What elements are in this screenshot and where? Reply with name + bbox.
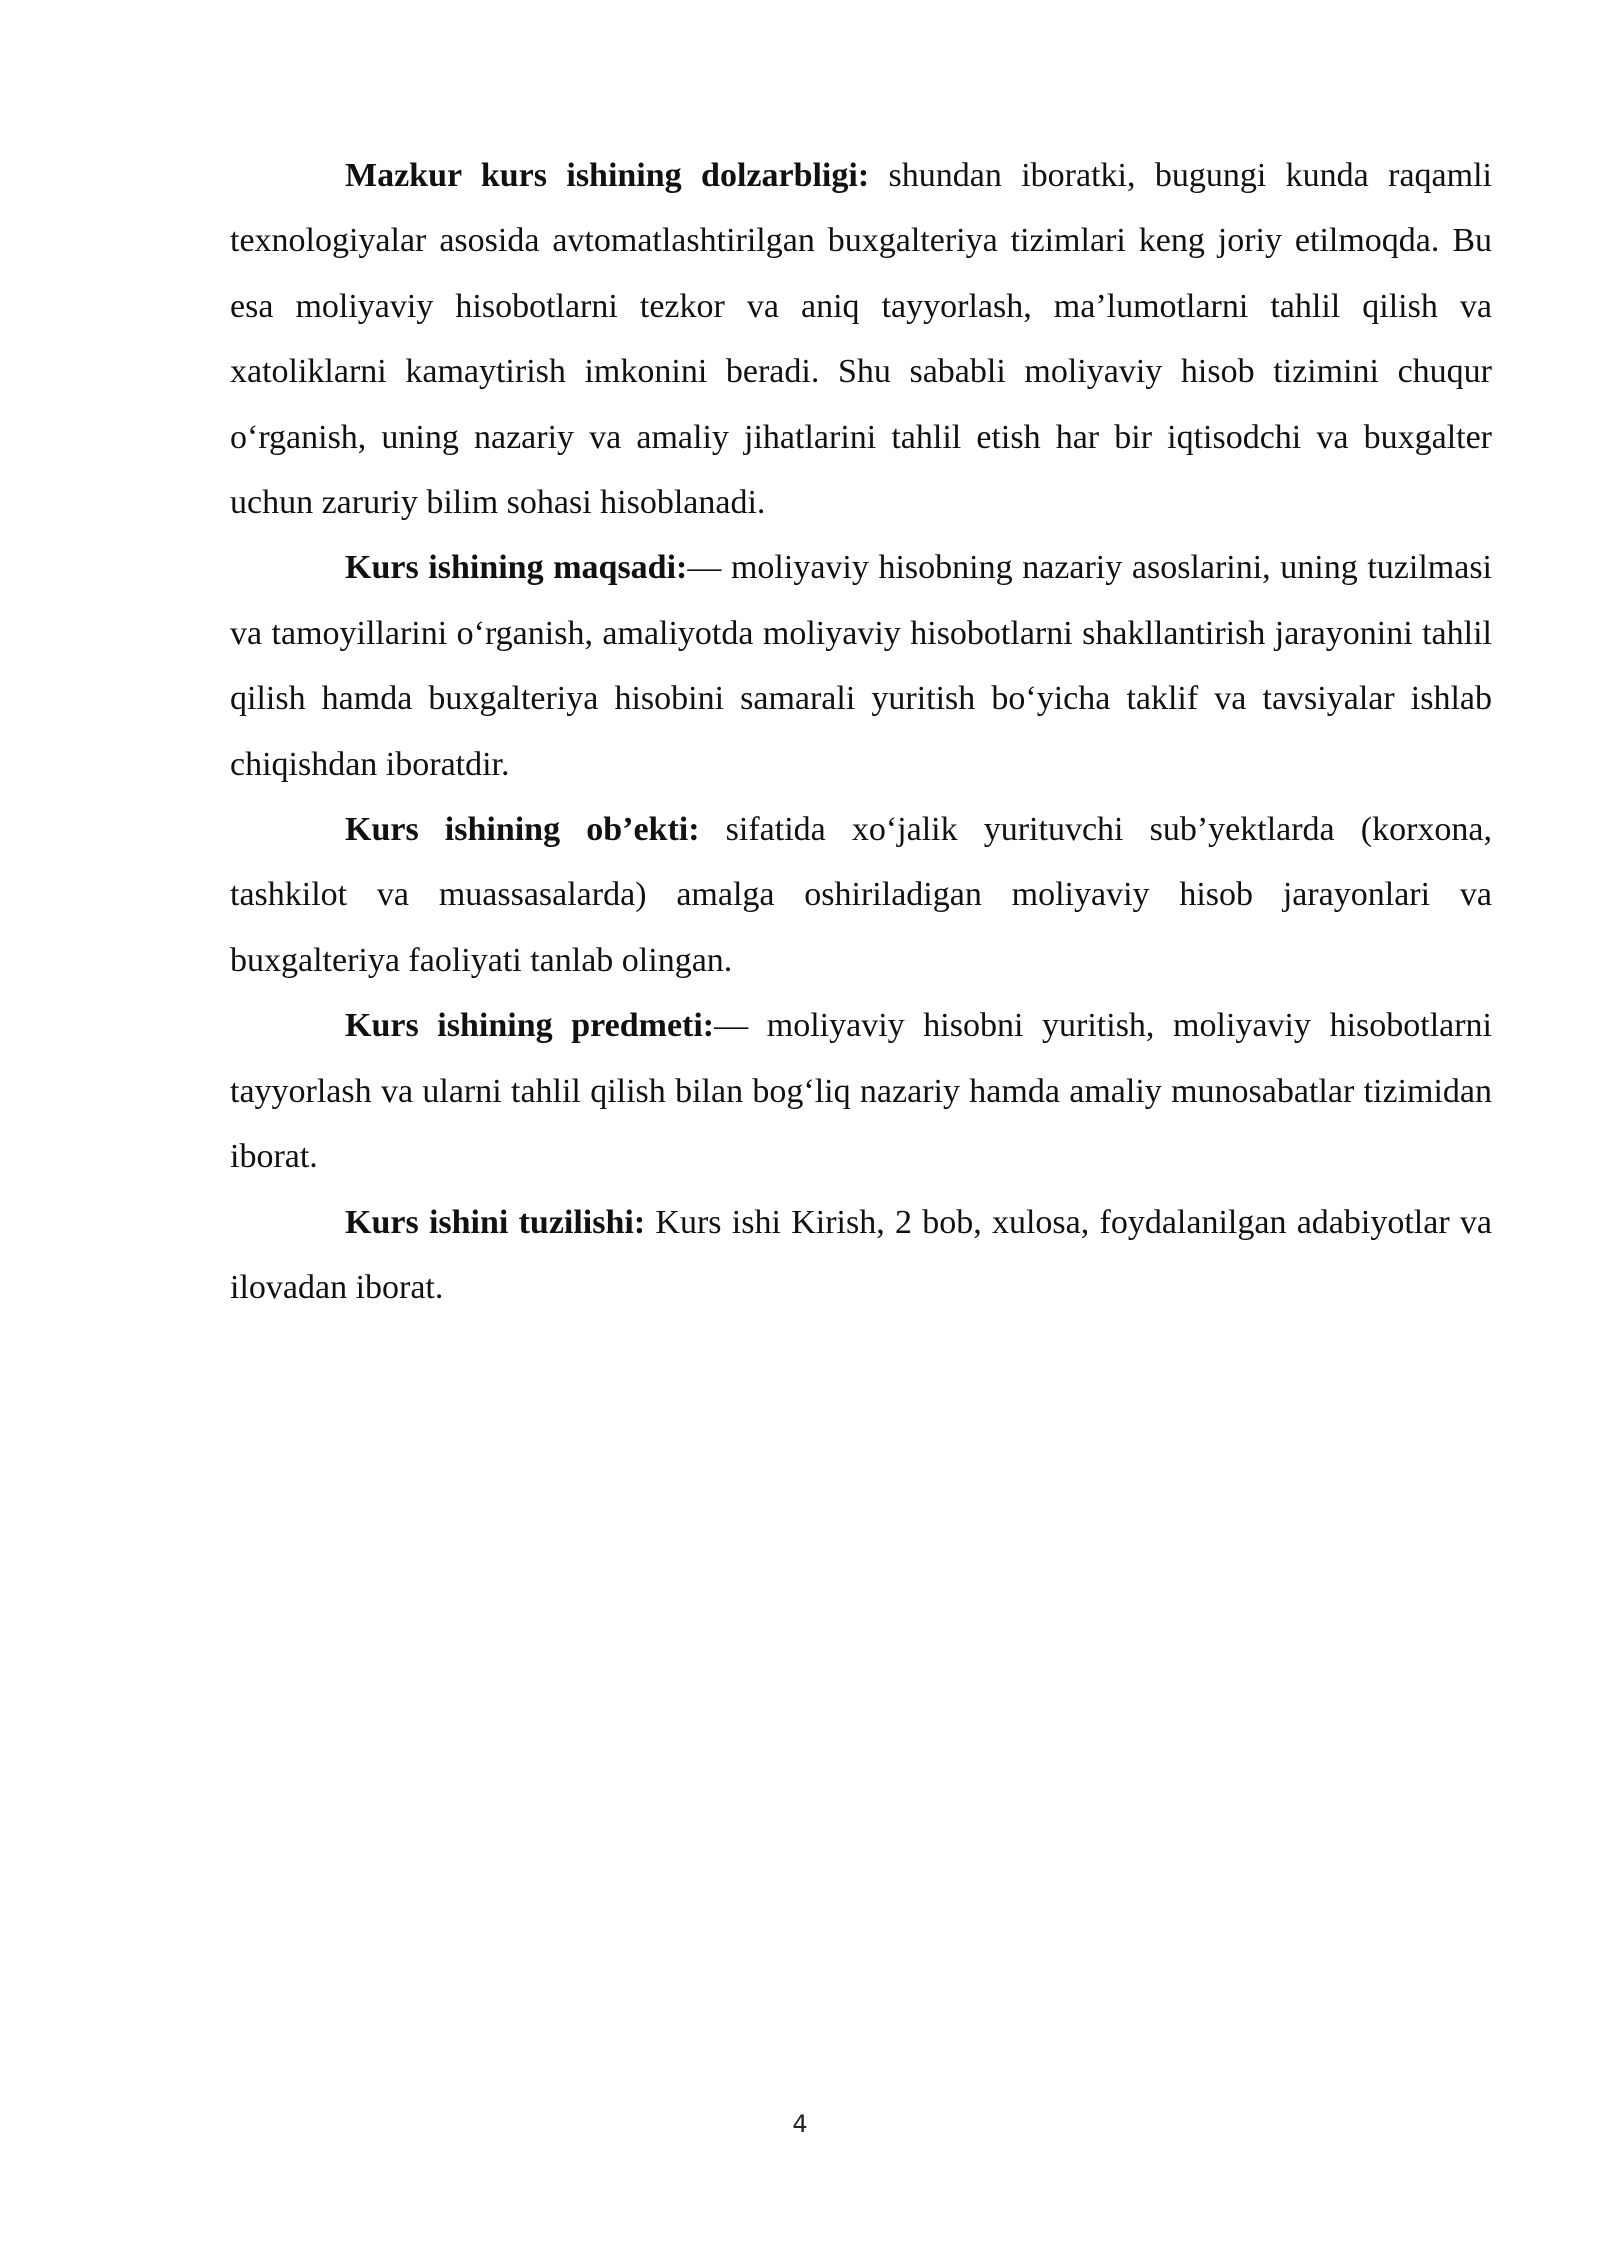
- paragraph-heading: Kurs ishining predmeti:: [345, 1007, 715, 1045]
- paragraph-heading: Kurs ishining ob’ekti:: [345, 811, 700, 849]
- paragraph-heading: Mazkur kurs ishining dolzarbligi:: [345, 157, 870, 194]
- paragraph-goal: [230, 535, 1492, 797]
- paragraph-text: — moliyaviy hisobning nazariy asoslarini, uning tuzilmasi va tamoyillarini o‘rganish, amaliyotda moliyaviy hisobotlarni shakllantirish jarayonini tahlil qilish hamda buxgalteriya hisobini samarali yuritish bo‘yicha taklif va tavsiyalar ishlab chiqishdan iboratdir.: [230, 549, 1492, 783]
- paragraph-heading: Kurs ishini tuzilishi:: [345, 1203, 646, 1241]
- paragraph-relevance: [230, 143, 1492, 535]
- paragraph-subject: [230, 993, 1492, 1189]
- paragraph-text: — moliyaviy hisobni yuritish, moliyaviy hisobotlarni tayyorlash va ularni tahlil qilish bilan bog‘liq nazariy hamda amaliy munosabatlar tizimidan iborat.: [230, 1007, 1492, 1176]
- paragraph-text: Kurs ishi Kirish, 2 bob, xulosa, foydalanilgan adabiyotlar va ilovadan iborat.: [230, 1203, 1492, 1306]
- paragraph-text: sifatida xo‘jalik yurituvchi sub’yektlarda (korxona, tashkilot va muassasalarda) amalga oshiriladigan moliyaviy hisob jarayonlari va buxgalteriya faoliyati tanlab olingan.: [230, 811, 1492, 979]
- paragraph-object: [230, 797, 1492, 993]
- paragraph-heading: Kurs ishining maqsadi:: [345, 549, 688, 587]
- paragraph-text: shundan iboratki, bugungi kunda raqamli texnologiyalar asosida avtomatlashtirilgan buxgalteriya tizimlari keng joriy etilmoqda. Bu esa moliyaviy hisobotlarni tezkor va aniq tayyorlash, ma’lumotlarni tahlil qilish va xatoliklarni kamaytirish imkonini beradi. Shu sababli moliyaviy hisob tizimini chuqur o‘rganish, uning nazariy va amaliy jihatlarini tahlil etish har bir iqtisodchi va buxgalter uchun zaruriy bilim sohasi hisoblanadi.: [230, 157, 1492, 522]
- document-body: [230, 143, 1492, 1320]
- page-number: 4: [792, 2110, 808, 2138]
- paragraph-structure: [230, 1190, 1492, 1321]
